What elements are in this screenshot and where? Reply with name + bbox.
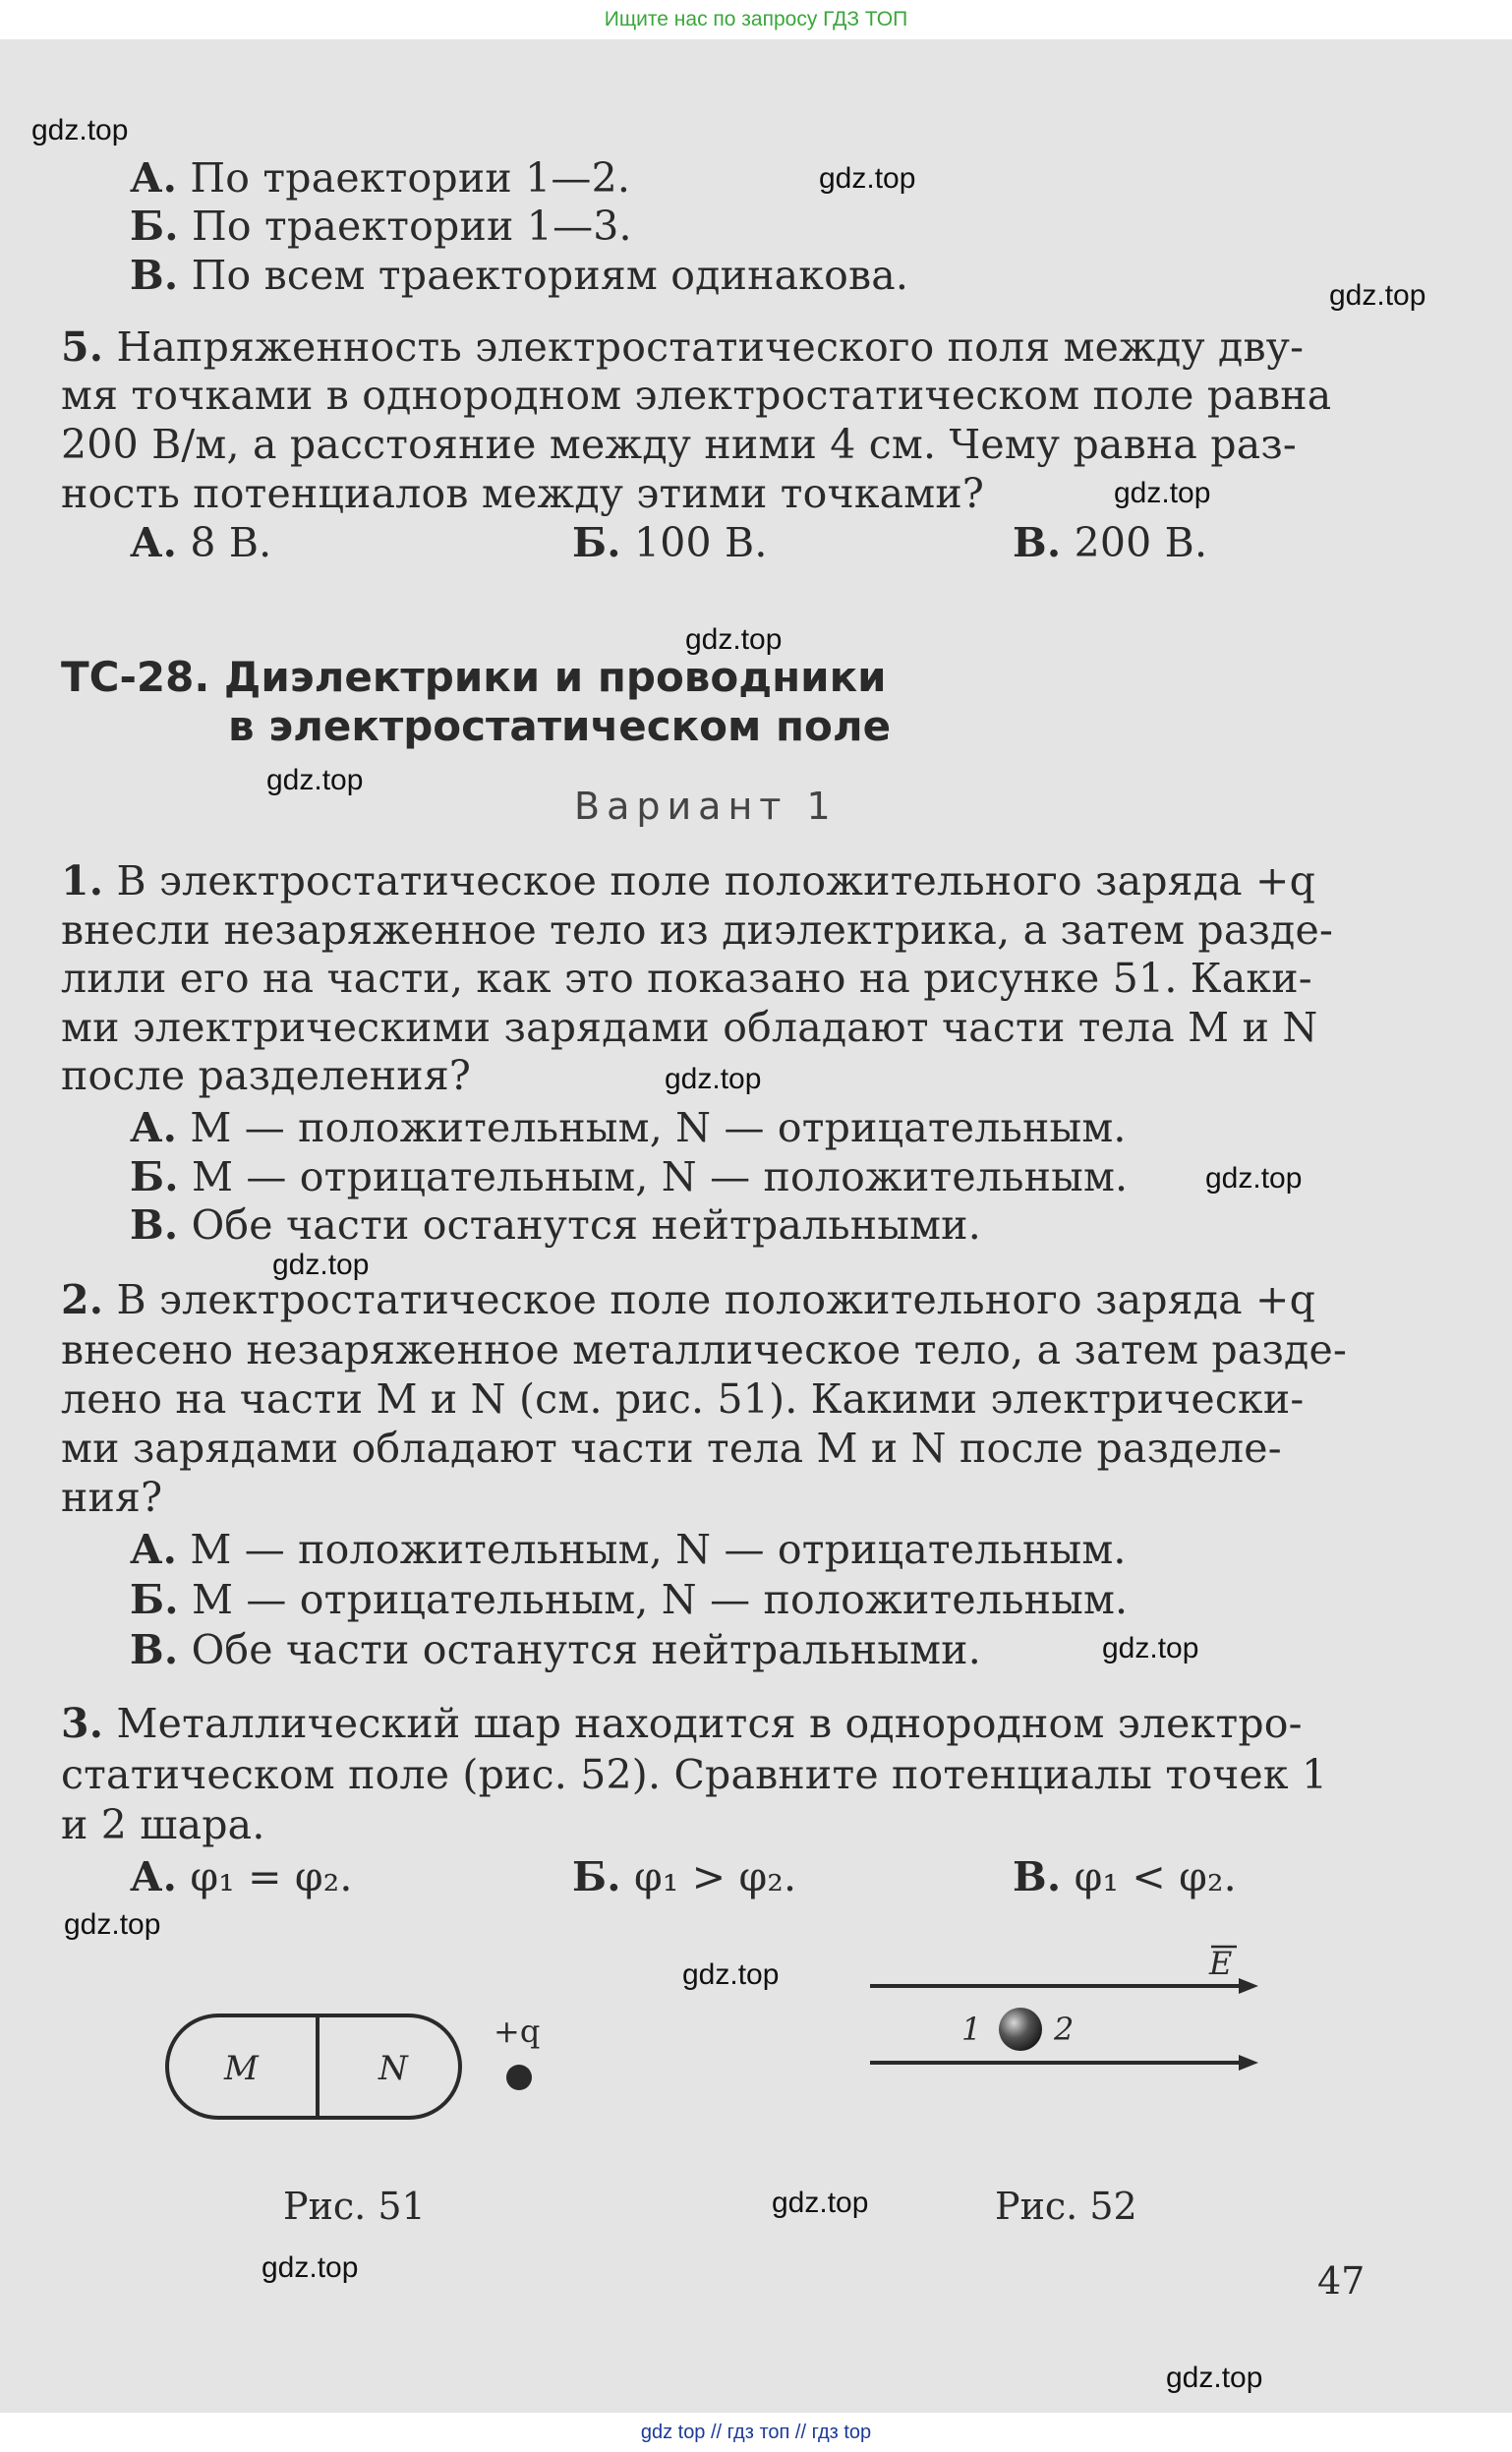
watermark: gdz.top — [682, 1958, 780, 1991]
section-title: ТС-28. Диэлектрики и проводники — [61, 653, 887, 701]
q1-line-4: ми электрическими зарядами обладают части тела M и N — [61, 1004, 1318, 1051]
q3-option-b: Б. φ₁ > φ₂. — [572, 1853, 797, 1900]
q1-option-a: А. M — положительным, N — отрицательным. — [130, 1104, 1127, 1151]
fig52-caption: Рис. 52 — [995, 2185, 1137, 2228]
q5-line-4: ность потенциалов между этими точками? — [61, 470, 985, 517]
q5-option-a: А. 8 В. — [130, 519, 272, 566]
watermark: gdz.top — [685, 623, 783, 656]
watermark: gdz.top — [665, 1063, 762, 1095]
q1-option-c: В. Обе части останутся нейтральными. — [130, 1201, 981, 1249]
top-banner[interactable]: Ищите нас по запросу ГДЗ ТОП — [604, 8, 908, 30]
field-vector-label: E — [1209, 1945, 1233, 1982]
point-charge — [506, 2065, 532, 2090]
q1-line-2: внесли незаряженное тело из диэлектрика, а затем разде- — [61, 906, 1334, 954]
watermark: gdz.top — [819, 162, 916, 195]
q3-line-2: статическом поле (рис. 52). Сравните потенциалы точек 1 — [61, 1751, 1328, 1798]
q2-line-1: 2. В электростатическое поле положительного заряда +q — [61, 1276, 1316, 1323]
q5-line-2: мя точками в однородном электростатическом поле равна — [61, 372, 1332, 419]
bottom-banner[interactable]: gdz top // гдз топ // гдз top — [640, 2421, 872, 2443]
dielectric-body — [167, 2015, 460, 2118]
q5-option-b: Б. 100 В. — [572, 519, 768, 566]
watermark: gdz.top — [262, 2251, 359, 2284]
watermark: gdz.top — [1329, 279, 1426, 312]
q1-line-1: 1. В электростатическое поле положительного заряда +q — [61, 857, 1316, 905]
figure-52 — [855, 1927, 1288, 2133]
q5-line-1: 5. Напряженность электростатического поля между дву- — [61, 323, 1305, 371]
arrowhead-top — [1239, 1978, 1258, 1994]
q2-line-2: внесено незаряженное металлическое тело, а затем разде- — [61, 1326, 1348, 1373]
arrowhead-middle — [1239, 2055, 1258, 2071]
watermark: gdz.top — [772, 2187, 869, 2219]
q5-line-3: 200 В/м, а расстояние между ними 4 см. Чему равна раз- — [61, 421, 1297, 468]
q1-option-b: Б. M — отрицательным, N — положительным. — [130, 1153, 1129, 1200]
watermark: gdz.top — [266, 764, 364, 796]
watermark: gdz.top — [1205, 1162, 1303, 1195]
figure-51 — [147, 1991, 560, 2138]
watermark: gdz.top — [1166, 2362, 1263, 2394]
variant-label: Вариант 1 — [574, 785, 838, 828]
q4-option-c: В. По всем траекториям одинакова. — [130, 252, 909, 299]
watermark: gdz.top — [64, 1908, 161, 1941]
fig51-caption: Рис. 51 — [283, 2185, 426, 2228]
fig52-point-2: 2 — [1054, 2011, 1075, 2048]
q5-option-c: В. 200 В. — [1013, 519, 1208, 566]
q1-line-3: лили его на части, как это показано на рисунке 51. Каки- — [61, 955, 1312, 1002]
fig51-label-n: N — [378, 2049, 408, 2088]
watermark: gdz.top — [31, 114, 129, 146]
page-number: 47 — [1317, 2259, 1366, 2303]
q4-option-b: Б. По траектории 1—3. — [130, 203, 632, 250]
q3-line-1: 3. Металлический шар находится в однородном электро- — [61, 1700, 1303, 1747]
metal-sphere — [999, 2008, 1042, 2051]
watermark: gdz.top — [1114, 477, 1211, 509]
q2-line-3: лено на части M и N (см. рис. 51). Какими электрически- — [61, 1375, 1305, 1423]
watermark: gdz.top — [272, 1249, 370, 1281]
fig51-charge-label: +q — [494, 2013, 541, 2050]
q2-option-c: В. Обе части останутся нейтральными. — [130, 1626, 981, 1673]
fig52-point-1: 1 — [961, 2011, 982, 2048]
q2-option-b: Б. M — отрицательным, N — положительным. — [130, 1576, 1129, 1623]
q3-option-a: А. φ₁ = φ₂. — [130, 1853, 353, 1900]
q3-option-c: В. φ₁ < φ₂. — [1013, 1853, 1237, 1900]
section-subtitle: в электростатическом поле — [228, 702, 892, 750]
q2-line-4: ми зарядами обладают части тела M и N после разделе- — [61, 1425, 1282, 1472]
fig51-label-m: M — [224, 2049, 259, 2088]
q1-line-5: после разделения? — [61, 1052, 472, 1099]
q2-line-5: ния? — [61, 1474, 163, 1521]
q2-option-a: А. M — положительным, N — отрицательным. — [130, 1526, 1127, 1573]
watermark: gdz.top — [1102, 1632, 1199, 1664]
q4-option-a: А. По траектории 1—2. — [130, 154, 631, 202]
q3-line-3: и 2 шара. — [61, 1801, 265, 1848]
